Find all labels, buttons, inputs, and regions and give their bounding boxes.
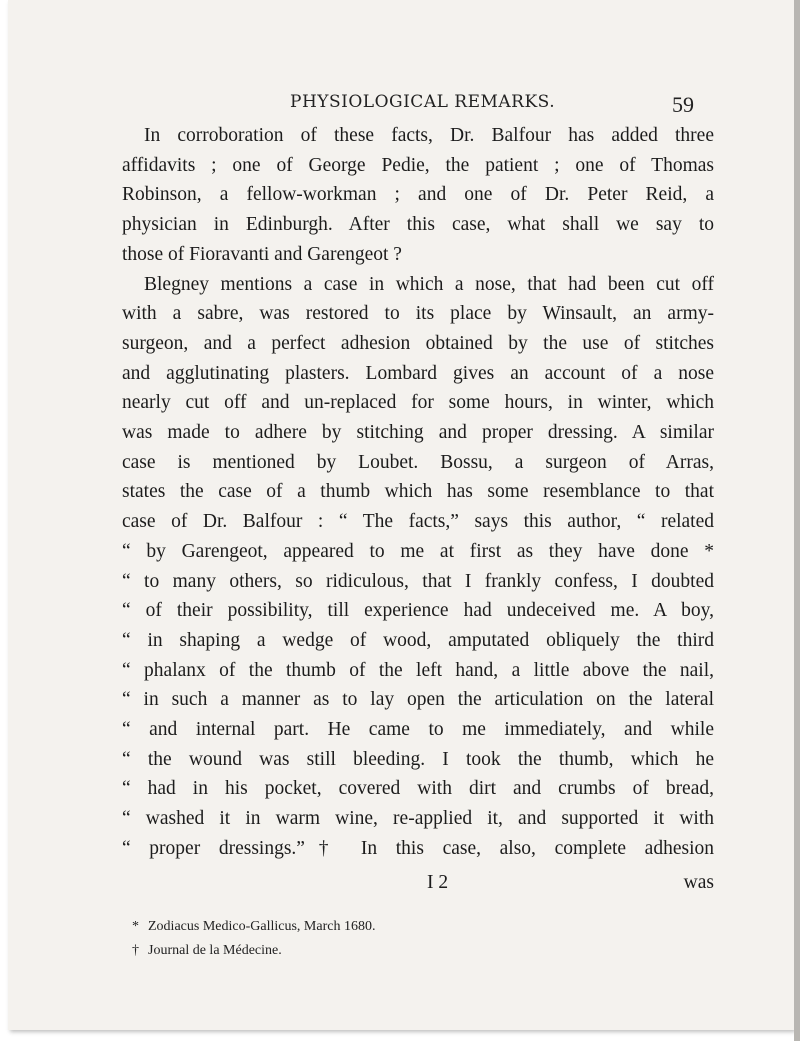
text-line: “ in shaping a wedge of wood, amputated obliquely the third	[122, 629, 714, 651]
text-line: “ in such a manner as to lay open the articulation on the lateral	[122, 689, 714, 711]
text-line: surgeon, and a perfect adhesion obtained by the use of stitches	[122, 332, 714, 354]
text-line: with a sabre, was restored to its place by Winsault, an army-	[122, 303, 714, 325]
text-line: “ had in his pocket, covered with dirt and crumbs of bread,	[122, 778, 714, 800]
body-text	[122, 121, 714, 864]
footnote	[132, 939, 375, 963]
text-line: affidavits ; one of George Pedie, the patient ; one of Thomas	[122, 154, 714, 176]
catchword: was	[683, 872, 714, 893]
signature-mark: I 2	[427, 872, 449, 893]
footnote	[132, 915, 375, 939]
text-line: was made to adhere by stitching and proper dressing. A similar	[122, 422, 714, 444]
text-line: “ the wound was still bleeding. I took the thumb, which he	[122, 748, 714, 770]
text-line: nearly cut off and un-replaced for some hours, in winter, which	[122, 392, 714, 414]
text-line: “ phalanx of the thumb of the left hand, a little above the nail,	[122, 659, 714, 681]
text-line: “ by Garengeot, appeared to me at first as they have done *	[122, 540, 714, 562]
text-line: physician in Edinburgh. After this case, what shall we say to	[122, 214, 714, 236]
page-edge-shadow	[794, 0, 800, 1041]
page-number: 59	[672, 92, 694, 117]
text-line: “ to many others, so ridiculous, that I frankly confess, I doubted	[122, 570, 714, 592]
text-line: case is mentioned by Loubet. Bossu, a surgeon of Arras,	[122, 451, 714, 473]
signature-row	[122, 872, 714, 900]
text-line: Robinson, a fellow-workman ; and one of Dr. Peter Reid, a	[122, 184, 714, 206]
text-line: “ and internal part. He came to me immediately, and while	[122, 719, 714, 741]
text-line: Blegney mentions a case in which a nose, that had been cut off	[144, 273, 714, 295]
text-line: states the case of a thumb which has some resemblance to that	[122, 481, 714, 503]
footnotes	[132, 915, 375, 963]
text-line: case of Dr. Balfour : “ The facts,” says this author, “ related	[122, 511, 714, 533]
text-line: “ proper dressings.”† In this case, also, complete adhesion	[122, 837, 714, 859]
footnote-text: Journal de la Médecine.	[148, 943, 282, 958]
footnote-text: Zodiacus Medico-Gallicus, March 1680.	[148, 919, 376, 934]
footnote-mark: *	[132, 919, 139, 934]
running-title: PHYSIOLOGICAL REMARKS.	[290, 92, 556, 112]
text-line: those of Fioravanti and Garengeot ?	[122, 243, 402, 265]
text-line: In corroboration of these facts, Dr. Balfour has added three	[144, 125, 714, 146]
footnote-mark: †	[132, 943, 139, 958]
text-line: “ washed it in warm wine, re-applied it, and supported it with	[122, 808, 714, 830]
text-line: and agglutinating plasters. Lombard gives an account of a nose	[122, 362, 714, 384]
text-line: “ of their possibility, till experience had undeceived me. A boy,	[122, 600, 714, 622]
